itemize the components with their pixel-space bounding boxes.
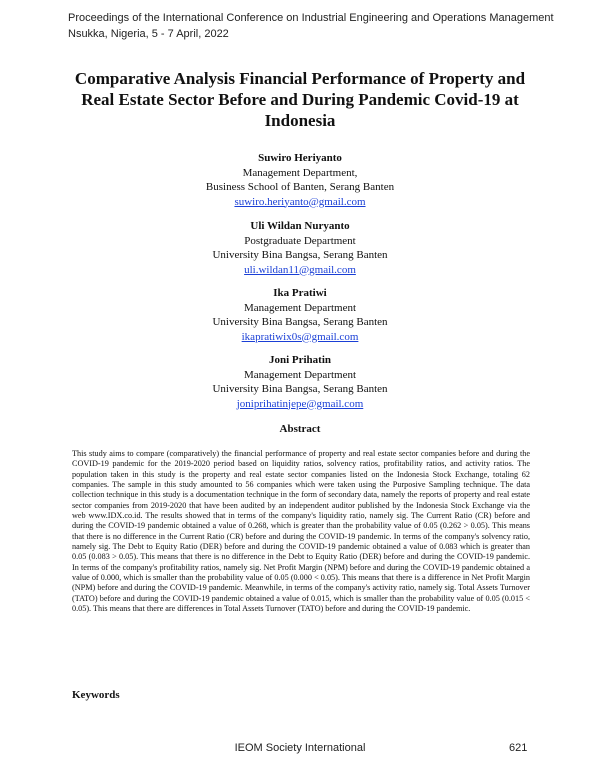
author-email-link[interactable]: suwiro.heriyanto@gmail.com — [234, 195, 366, 208]
author-affiliation-line: Management Department, — [242, 166, 358, 179]
author-affiliation-line: Postgraduate Department — [244, 234, 356, 247]
author-name: Suwiro Heriyanto — [258, 152, 342, 164]
author-block — [100, 286, 500, 344]
author-affiliation-line: University Bina Bangsa, Serang Banten — [212, 249, 388, 261]
footer-publisher: IEOM Society International — [234, 742, 366, 754]
abstract-body: This study aims to compare (comparatively) the financial performance of property and real estate sector companies before and during the COVID-19 pandemic for the 2019-2020 period based on liquidity ratios, solvency ratios, profitability ratios, and activity ratios. The population taken in this study is the property and real estate sector companies listed on the Indonesia Stock Exchange, totaling 62 companies. The sample in this study amounted to 56 companies which were taken using the Purposive Sampling technique. The data collection technique in this study is a documentation technique in the form of secondary data, namely the reports of property and real estate sector companies from 2019-2020 that have been audited by an independent auditor published by the Indonesia Stock Exchange via the web www.IDX.co.id. The results showed that in terms of the company's liquidity ratio, namely sig. The Current Ratio (CR) before and during the COVID-19 pandemic obtained a value of 0.268, which is greater than the probability value of 0.05 (0.262 > 0.05). This means that there is no difference in the Current Ratio (CR) before and during the COVID-19 pandemic. In terms of the company's solvency ratio, namely sig. The Debt to Equity Ratio (DER) before and during the COVID-19 pandemic obtained a value of 0.083 which is greater than 0.05 (0.083 > 0.05). This means that there is no difference in the Debt to Equity Ratio (DER) before and during the COVID-19 pandemic. In terms of the company's profitability ratios, namely sig. Net Profit Margin (NPM) before and during the COVID-19 pandemic obtained a value of 0.000, which is smaller than the probability value of 0.05 (0.000 < 0.05). This means that there is a difference in Net Profit Margin (NPM) before and during the COVID-19 pandemic. Meanwhile, in terms of the company's activity ratio, namely sig. Total Assets Turnover (TATO) before and during the COVID-19 pandemic obtained a value of 0.015, which is smaller than the probability value of 0.05 (0.015 < 0.05). This means that there are differences in Total Assets Turnover (TATO) before and during the COVID-19 pandemic. — [72, 449, 530, 614]
page-number: 621 — [509, 742, 528, 754]
author-affiliation-line: Management Department — [243, 301, 357, 314]
author-name: Joni Prihatin — [268, 354, 332, 366]
author-affiliation-line: Business School of Banten, Serang Banten — [205, 181, 395, 193]
conference-location-date: Nsukka, Nigeria, 5 - 7 April, 2022 — [68, 28, 229, 40]
author-name: Uli Wildan Nuryanto — [250, 220, 350, 232]
author-email-link[interactable]: uli.wildan11@gmail.com — [244, 263, 356, 276]
keywords-heading: Keywords — [72, 689, 120, 701]
conference-title: Proceedings of the International Conference on Industrial Engineering and Operations Management — [68, 12, 554, 24]
paper-title: Comparative Analysis Financial Performance of Property and Real Estate Sector Before and During Pandemic Covid-19 at Indonesia — [74, 69, 526, 130]
author-block — [100, 219, 500, 277]
author-affiliation-line: University Bina Bangsa, Serang Banten — [212, 383, 388, 395]
author-email-link[interactable]: ikapratiwix0s@gmail.com — [241, 330, 359, 343]
author-affiliation-line: University Bina Bangsa, Serang Banten — [212, 316, 388, 328]
author-block — [100, 353, 500, 411]
author-affiliation-line: Management Department — [243, 368, 357, 381]
running-header — [68, 10, 554, 42]
abstract-heading: Abstract — [279, 423, 321, 435]
author-email-link[interactable]: joniprihatinjepe@gmail.com — [236, 397, 364, 410]
author-block — [100, 151, 500, 209]
author-name: Ika Pratiwi — [273, 287, 327, 299]
